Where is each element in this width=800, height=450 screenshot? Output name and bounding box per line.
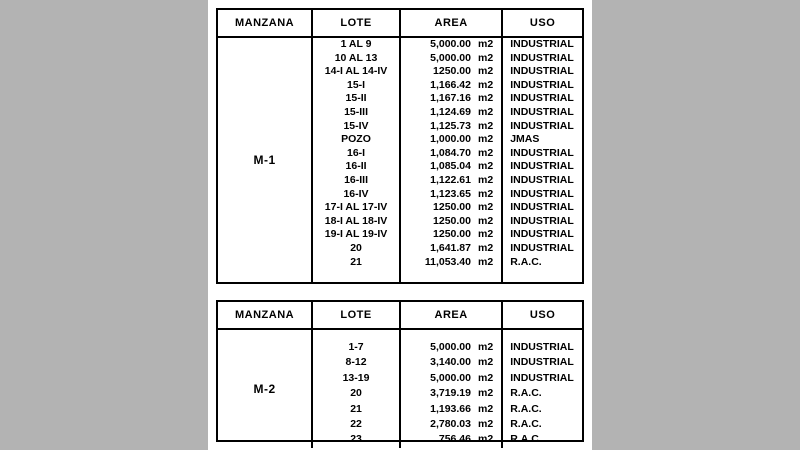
area-value: [401, 371, 501, 386]
lote-value: 8-12: [345, 356, 367, 369]
lote-value: 15-I: [346, 78, 366, 91]
lote-column-cell: [312, 37, 400, 282]
uso-value: R.A.C.: [510, 417, 542, 430]
lote-column-cell: [312, 329, 400, 448]
area-unit: m2: [477, 187, 494, 200]
area-number: 1,123.65: [430, 187, 471, 200]
uso-value: INDUSTRIAL: [510, 356, 574, 369]
lote-value: 22: [350, 417, 362, 430]
area-unit: m2: [477, 38, 494, 50]
lote-value: 13-19: [342, 371, 370, 384]
area-unit: m2: [477, 214, 494, 227]
area-unit: m2: [477, 356, 494, 369]
area-unit: m2: [477, 228, 494, 241]
lote-value: 15-III: [344, 105, 368, 118]
lote-value: 17-I AL 17-IV: [324, 201, 388, 214]
area-value: [401, 65, 501, 79]
area-value: [401, 417, 501, 432]
manzana-label-m1: M-1: [218, 37, 312, 282]
table-header-row: [218, 302, 582, 329]
area-value: [401, 92, 501, 106]
uso-value: INDUSTRIAL: [510, 371, 574, 384]
area-number: 11,053.40: [424, 255, 471, 268]
area-number: 3,719.19: [430, 387, 471, 400]
lote-value: 16-IV: [343, 187, 369, 200]
table-grid: [218, 302, 582, 448]
document-sheet: [208, 0, 592, 450]
area-number: 5,000.00: [430, 341, 471, 353]
uso-value: INDUSTRIAL: [510, 78, 574, 91]
area-value: [401, 52, 501, 66]
area-unit: m2: [477, 119, 494, 132]
lote-value-list: [313, 38, 399, 269]
area-value: [401, 340, 501, 355]
area-unit: m2: [477, 92, 494, 105]
column-header-manzana: MANZANA: [218, 302, 312, 329]
area-value: [401, 133, 501, 147]
uso-column-cell: [502, 37, 582, 282]
area-value: [401, 256, 501, 270]
area-number: 1,641.87: [430, 241, 471, 254]
area-unit: m2: [477, 133, 494, 146]
table-header-row: [218, 10, 582, 37]
lote-value: 10 AL 13: [334, 51, 378, 64]
area-number: 756.46: [438, 433, 471, 446]
area-unit: m2: [477, 173, 494, 186]
uso-value-list: [503, 340, 582, 448]
area-value: [401, 228, 501, 242]
area-unit: m2: [477, 78, 494, 91]
uso-value: R.A.C.: [510, 433, 542, 446]
area-value: [401, 174, 501, 188]
area-unit: m2: [477, 255, 494, 268]
lote-value: 14-I AL 14-IV: [324, 65, 388, 78]
lote-value: 20: [350, 241, 362, 254]
uso-value: R.A.C.: [510, 387, 542, 400]
area-number: 1250.00: [433, 228, 471, 241]
area-value: [401, 188, 501, 202]
area-value: [401, 215, 501, 229]
area-number: 1,125.73: [430, 119, 471, 132]
area-unit: m2: [477, 241, 494, 254]
lote-value: POZO: [341, 133, 371, 146]
lot-table-m1: [216, 8, 584, 284]
column-header-uso: USO: [502, 302, 582, 329]
lote-value: 15-II: [345, 92, 367, 105]
area-number: 3,140.00: [430, 356, 471, 369]
area-value: [401, 106, 501, 120]
area-number: 1250.00: [433, 214, 471, 227]
area-number: 5,000.00: [430, 51, 471, 64]
uso-value: INDUSTRIAL: [510, 241, 574, 254]
area-number: 1,166.42: [430, 78, 471, 91]
area-unit: m2: [477, 371, 494, 384]
uso-value: INDUSTRIAL: [510, 173, 574, 186]
area-unit: m2: [477, 105, 494, 118]
area-value: [401, 386, 501, 401]
uso-value: INDUSTRIAL: [510, 92, 574, 105]
table-body-row: [218, 37, 582, 282]
lote-value: 21: [350, 255, 362, 268]
area-unit: m2: [477, 341, 494, 353]
column-header-area: AREA: [400, 302, 502, 329]
area-unit: m2: [477, 51, 494, 64]
area-number: 5,000.00: [430, 38, 471, 50]
area-value: [401, 201, 501, 215]
area-number: 1,084.70: [430, 146, 471, 159]
area-unit: m2: [477, 417, 494, 430]
lote-value: 16-II: [345, 160, 367, 173]
lote-value: 1-7: [348, 341, 364, 353]
lote-value: 21: [350, 402, 362, 415]
uso-value-list: [503, 38, 582, 269]
area-value: [401, 355, 501, 370]
column-header-lote: LOTE: [312, 10, 400, 37]
uso-value: INDUSTRIAL: [510, 105, 574, 118]
lot-table-m2: [216, 300, 584, 446]
lote-value: 16-I: [346, 146, 366, 159]
lote-value: 20: [350, 387, 362, 400]
area-unit: m2: [477, 146, 494, 159]
column-header-manzana: MANZANA: [218, 10, 312, 37]
uso-value: INDUSTRIAL: [510, 214, 574, 227]
area-number: 1250.00: [433, 201, 471, 214]
lote-value: 15-IV: [343, 119, 369, 132]
uso-value: INDUSTRIAL: [510, 119, 574, 132]
area-number: 1,124.69: [430, 105, 471, 118]
uso-value: INDUSTRIAL: [510, 228, 574, 241]
uso-value: INDUSTRIAL: [510, 187, 574, 200]
area-value-list: [401, 38, 501, 269]
area-value: [401, 402, 501, 417]
uso-column-cell: [502, 329, 582, 448]
lote-value: 19-I AL 19-IV: [324, 228, 388, 241]
column-header-uso: USO: [502, 10, 582, 37]
area-value: [401, 432, 501, 447]
area-unit: m2: [477, 160, 494, 173]
area-value: [401, 160, 501, 174]
lote-value-list: [313, 340, 399, 448]
area-number: 1,122.61: [430, 173, 471, 186]
area-number: 1250.00: [433, 65, 471, 78]
area-unit: m2: [477, 433, 494, 446]
lote-value: 1 AL 9: [340, 38, 372, 50]
table-body-row: [218, 329, 582, 448]
area-value-list: [401, 340, 501, 448]
area-unit: m2: [477, 201, 494, 214]
area-column-cell: [400, 37, 502, 282]
table-grid: [218, 10, 582, 282]
column-header-area: AREA: [400, 10, 502, 37]
uso-value: INDUSTRIAL: [510, 65, 574, 78]
lote-value: 18-I AL 18-IV: [324, 214, 388, 227]
uso-value: INDUSTRIAL: [510, 38, 574, 50]
area-value: [401, 147, 501, 161]
area-value: [401, 38, 501, 52]
area-value: [401, 79, 501, 93]
area-unit: m2: [477, 65, 494, 78]
column-header-lote: LOTE: [312, 302, 400, 329]
uso-value: R.A.C.: [510, 255, 542, 268]
area-column-cell: [400, 329, 502, 448]
area-unit: m2: [477, 387, 494, 400]
area-number: 1,167.16: [430, 92, 471, 105]
area-number: 5,000.00: [430, 371, 471, 384]
uso-value: INDUSTRIAL: [510, 51, 574, 64]
lote-value: 16-III: [344, 173, 368, 186]
manzana-label-m2: M-2: [218, 329, 312, 448]
area-number: 1,193.66: [430, 402, 471, 415]
area-number: 1,000.00: [430, 133, 471, 146]
uso-value: INDUSTRIAL: [510, 146, 574, 159]
uso-value: R.A.C.: [510, 402, 542, 415]
area-unit: m2: [477, 402, 494, 415]
uso-value: INDUSTRIAL: [510, 201, 574, 214]
uso-value: INDUSTRIAL: [510, 341, 574, 353]
area-number: 2,780.03: [430, 417, 471, 430]
area-value: [401, 120, 501, 134]
lote-value: 23: [350, 433, 362, 446]
uso-value: JMAS: [510, 133, 540, 146]
area-value: [401, 242, 501, 256]
area-number: 1,085.04: [430, 160, 471, 173]
uso-value: INDUSTRIAL: [510, 160, 574, 173]
